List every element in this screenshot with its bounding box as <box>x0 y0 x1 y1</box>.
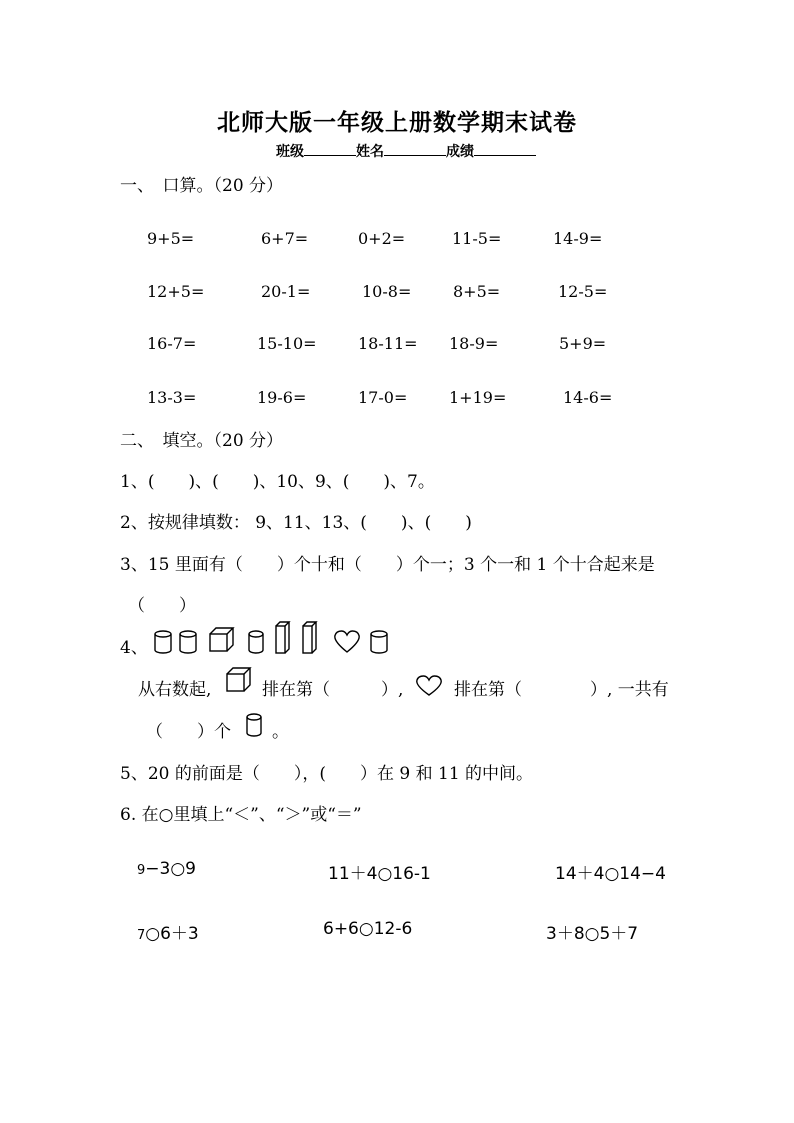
question-4-line3-a: （ ）个 <box>146 722 231 742</box>
compare-item: 11＋4○16-1 <box>328 864 431 884</box>
arith-item: 12+5= <box>147 282 205 301</box>
arith-item: 0+2= <box>358 229 406 248</box>
arith-item: 14-6= <box>563 388 613 407</box>
arith-item: 18-9= <box>449 334 499 353</box>
compare-item: 6+6○12-6 <box>323 919 413 939</box>
section1-heading: 一、 口算。（20 分） <box>120 176 284 196</box>
student-info-line <box>276 141 536 161</box>
arith-item: 16-7= <box>147 334 197 353</box>
cylinder-icon <box>248 630 264 654</box>
question-2: 2、按规律填数： 9、11、13、( )、( ) <box>120 513 472 533</box>
arith-item: 14-9= <box>553 229 603 248</box>
heart-icon <box>416 675 442 697</box>
question-4-label: 4、 <box>120 638 148 658</box>
compare-item: 7○6＋3 <box>137 924 199 944</box>
class-label: 班级 <box>276 144 304 160</box>
arith-item: 8+5= <box>453 282 501 301</box>
cylinder-icon <box>179 630 197 654</box>
arith-item: 17-0= <box>358 388 408 407</box>
compare-item: 3＋8○5＋7 <box>546 924 639 944</box>
question-6: 6. 在○里填上“＜”、“＞”或“＝” <box>120 805 362 825</box>
arith-item: 1+19= <box>449 388 507 407</box>
cube-icon <box>226 667 252 693</box>
question-3-line1: 3、15 里面有（ ）个十和（ ）个一；3 个一和 1 个十合起来是 <box>120 555 655 575</box>
arith-item: 10-8= <box>362 282 412 301</box>
arith-item: 11-5= <box>452 229 502 248</box>
question-3-line2: （ ） <box>128 596 196 616</box>
cylinder-icon <box>246 713 262 737</box>
question-1: 1、( )、( )、10、9、( )、7。 <box>120 472 435 492</box>
arith-item: 19-6= <box>257 388 307 407</box>
class-blank[interactable] <box>304 141 356 156</box>
question-4-line3-b: 。 <box>272 722 289 742</box>
score-blank[interactable] <box>474 141 536 156</box>
cuboid-icon <box>275 621 291 654</box>
name-blank[interactable] <box>384 141 446 156</box>
arith-item: 5+9= <box>559 334 607 353</box>
cuboid-icon <box>302 621 318 654</box>
score-label: 成绩 <box>446 144 474 160</box>
question-5: 5、20 的前面是（ ），( ）在 9 和 11 的中间。 <box>120 764 534 784</box>
question-4-line2-c: 排在第（ ）, 一共有 <box>454 680 669 700</box>
arith-item: 12-5= <box>558 282 608 301</box>
arith-item: 15-10= <box>257 334 317 353</box>
page-title: 北师大版一年级上册数学期末试卷 <box>217 109 577 136</box>
cylinder-icon <box>154 630 172 654</box>
name-label: 姓名 <box>356 144 384 160</box>
question-4-line2-a: 从右数起, <box>138 680 212 700</box>
heart-icon <box>334 630 360 654</box>
compare-item: 9−3○9 <box>137 859 196 879</box>
compare-item: 14＋4○14−4 <box>555 864 666 884</box>
cylinder-icon <box>370 630 388 654</box>
section2-heading: 二、 填空。（20 分） <box>120 431 284 451</box>
cube-icon <box>209 627 235 653</box>
arith-item: 13-3= <box>147 388 197 407</box>
arith-item: 20-1= <box>261 282 311 301</box>
question-4-line2-b: 排在第（ ）, <box>262 680 404 700</box>
arith-item: 18-11= <box>358 334 418 353</box>
arith-item: 6+7= <box>261 229 309 248</box>
arith-item: 9+5= <box>147 229 195 248</box>
